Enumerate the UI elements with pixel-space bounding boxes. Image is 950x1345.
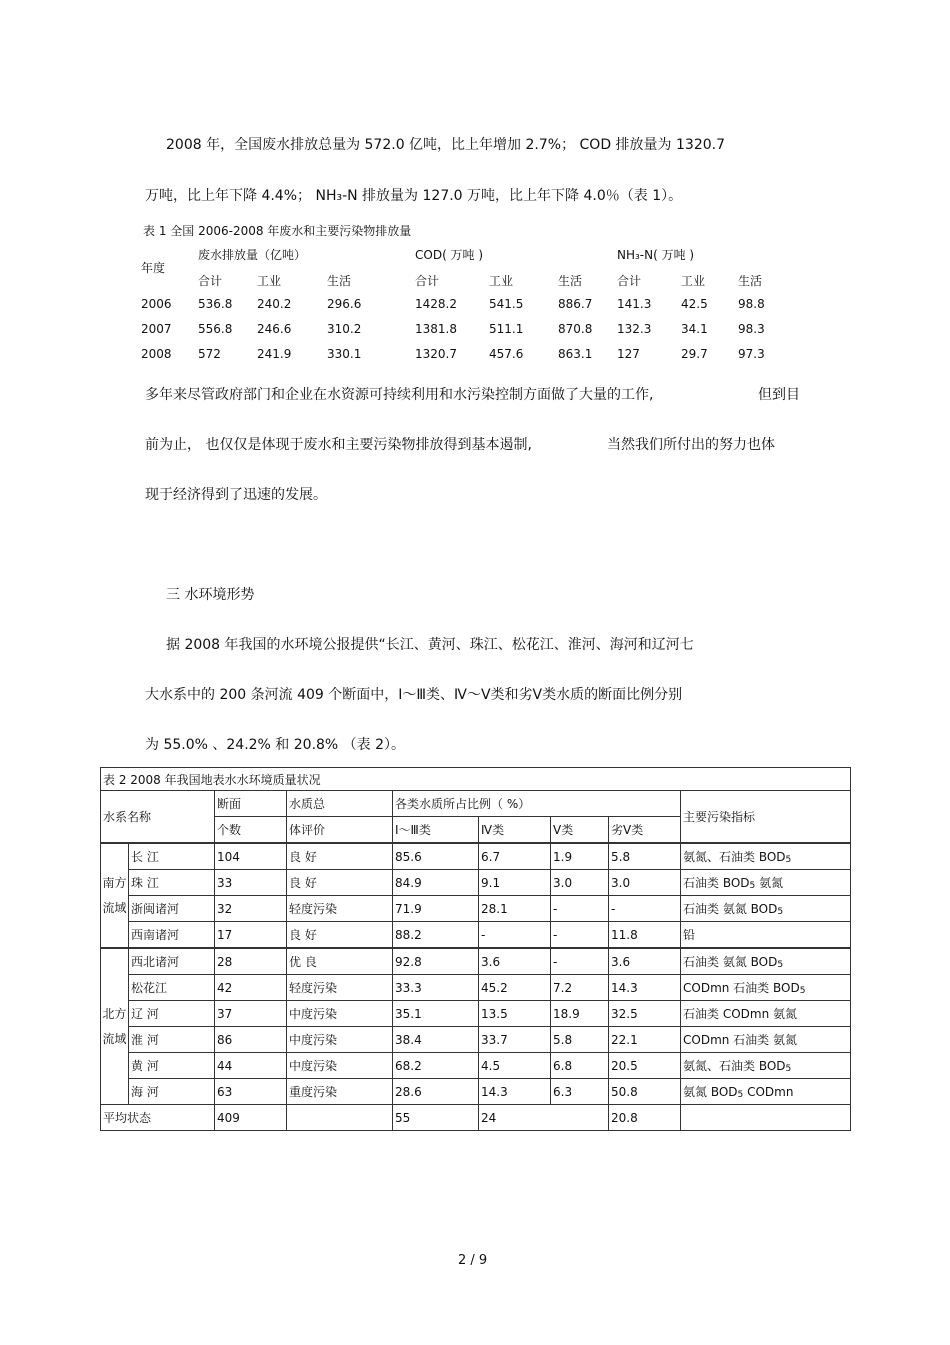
table-1-cell: 34.1 <box>681 322 708 336</box>
table-1-cell: 1381.8 <box>415 322 457 336</box>
table-2-pollutants <box>681 975 851 1001</box>
table-1-cell: 457.6 <box>489 347 524 361</box>
table-2-class-4: 13.5 <box>479 1001 551 1027</box>
table-2-class-5: 5.8 <box>551 1027 609 1053</box>
paragraph-1-line-1: 2008 年，全国废水排放总量为 572.0 亿吨，比上年增加 2.7%； COD 排放量为 1320.7 <box>166 137 725 153</box>
table-2-pollutants <box>681 870 851 896</box>
table-2-class-5: 3.0 <box>551 870 609 896</box>
subscript: 5 <box>737 1090 744 1100</box>
table-1-cell: 870.8 <box>558 322 593 336</box>
table-1-cell: 98.3 <box>738 322 765 336</box>
table-2-header-count-2: 个数 <box>215 817 287 844</box>
table-1-cell: 511.1 <box>489 322 524 336</box>
table-2-header-pollutant: 主要污染指标 <box>681 791 851 844</box>
table-1-group-nh3n: NH₃-N( 万吨 ) <box>617 248 695 262</box>
paragraph-2-line-1b: 但到目 <box>758 387 800 403</box>
paragraph-1-line-2: 万吨，比上年下降 4.4%； NH₃-N 排放量为 127.0 万吨，比上年下降 4.0％（表 1）。 <box>145 188 683 204</box>
table-1-cell: 556.8 <box>198 322 233 336</box>
pollutant-text: CODmn 石油类 氨氮 <box>683 1033 797 1047</box>
table-2-river-name: 松花江 <box>129 975 215 1001</box>
table-2-class-5: - <box>551 896 609 922</box>
table-2-pollutants <box>681 1001 851 1027</box>
table-2-class-1-3: 84.9 <box>393 870 479 896</box>
paragraph-3-line-3: 为 55.0% 、24.2% 和 20.8% （表 2）。 <box>145 737 406 753</box>
subscript: 5 <box>777 960 784 970</box>
table-2-class-worse-5: 14.3 <box>609 975 681 1001</box>
table-2-avg-class-1-3: 55 <box>393 1105 479 1131</box>
table-2-eval: 轻度污染 <box>287 896 393 922</box>
table-1-cell: 296.6 <box>327 297 362 311</box>
table-2-eval: 中度污染 <box>287 1027 393 1053</box>
table-2-pollutants <box>681 1027 851 1053</box>
table-2-class-4: 28.1 <box>479 896 551 922</box>
table-1-cell: 310.2 <box>327 322 362 336</box>
table-2-avg-class-worse-5: 20.8 <box>609 1105 681 1131</box>
paragraph-3-line-2: 大水系中的 200 条河流 409 个断面中，Ⅰ～Ⅲ类、Ⅳ～Ⅴ类和劣Ⅴ类水质的断面比例分别 <box>145 687 683 703</box>
table-1-subheader: 合计 <box>617 274 642 288</box>
table-2 <box>100 767 851 1131</box>
table-2-count: 33 <box>215 870 287 896</box>
table-2-class-4: 45.2 <box>479 975 551 1001</box>
table-1-cell: 863.1 <box>558 347 593 361</box>
table-1-subheader: 生活 <box>327 274 352 288</box>
table-1-caption: 表 1 全国 2006-2008 年废水和主要污染物排放量 <box>143 224 412 238</box>
table-1-cell: 42.5 <box>681 297 708 311</box>
table-2-class-4: 14.3 <box>479 1079 551 1105</box>
table-2-class-1-3: 28.6 <box>393 1079 479 1105</box>
paragraph-2-line-2b: 当然我们所付出的努力也体 <box>607 437 775 453</box>
table-2-header-count-1: 断面 <box>215 791 287 817</box>
table-2-class-4: 4.5 <box>479 1053 551 1079</box>
table-2-header-eval-2: 体评价 <box>287 817 393 844</box>
table-2-river-name: 西北诸河 <box>129 948 215 975</box>
pollutant-text: 石油类 CODmn 氨氮 <box>683 1007 797 1021</box>
table-2-class-5: - <box>551 922 609 949</box>
table-1-cell: 29.7 <box>681 347 708 361</box>
pollutant-text: 氨氮 BOD <box>683 1085 738 1099</box>
table-2-eval: 中度污染 <box>287 1001 393 1027</box>
table-2-class-5: 6.3 <box>551 1079 609 1105</box>
table-2-pollutants <box>681 896 851 922</box>
table-2-pollutants <box>681 1079 851 1105</box>
subscript: 5 <box>785 1064 792 1074</box>
table-1-cell: 246.6 <box>257 322 292 336</box>
table-2-class-4: 3.6 <box>479 948 551 975</box>
pollutant-text: 石油类 BOD <box>683 876 750 890</box>
table-2-avg-eval <box>287 1105 393 1131</box>
table-2-class-worse-5: 5.8 <box>609 843 681 870</box>
table-2-class-4: 6.7 <box>479 843 551 870</box>
table-2-count: 44 <box>215 1053 287 1079</box>
table-2-class-1-3: 92.8 <box>393 948 479 975</box>
table-2-river-name: 辽 河 <box>129 1001 215 1027</box>
table-1-cell: 1428.2 <box>415 297 457 311</box>
table-2-class-worse-5: 11.8 <box>609 922 681 949</box>
pollutant-text: 石油类 氨氮 BOD <box>683 955 778 969</box>
table-2-eval: 良 好 <box>287 870 393 896</box>
table-1-group-cod: COD( 万吨 ) <box>415 248 484 262</box>
table-2-caption: 表 2 2008 年我国地表水水环境质量状况 <box>101 768 851 791</box>
table-2-class-5: - <box>551 948 609 975</box>
subscript: 5 <box>749 881 756 891</box>
table-2-river-name: 珠 江 <box>129 870 215 896</box>
table-1-cell: 132.3 <box>617 322 652 336</box>
pollutant-text: 氨氮、石油类 BOD <box>683 1059 786 1073</box>
table-1-cell: 541.5 <box>489 297 524 311</box>
table-2-pollutants <box>681 948 851 975</box>
table-2-class-5: 1.9 <box>551 843 609 870</box>
south-basin-label: 南方流域 <box>101 843 129 948</box>
table-1-subheader: 工业 <box>681 274 706 288</box>
table-2-class-5: 18.9 <box>551 1001 609 1027</box>
table-2-avg-label: 平均状态 <box>101 1105 215 1131</box>
table-1-cell: 98.8 <box>738 297 765 311</box>
table-2-class-worse-5: 3.6 <box>609 948 681 975</box>
table-2-eval: 重度污染 <box>287 1079 393 1105</box>
table-1-year-header: 年度 <box>141 261 166 275</box>
table-2-pollutants <box>681 922 851 949</box>
table-2-class-5: 7.2 <box>551 975 609 1001</box>
table-2-class-1-3: 88.2 <box>393 922 479 949</box>
table-2-header-class-worse-5: 劣Ⅴ类 <box>609 817 681 844</box>
pollutant-text-after: 氨氮 <box>755 876 784 890</box>
table-1-cell: 141.3 <box>617 297 652 311</box>
paragraph-2-line-3: 现于经济得到了迅速的发展。 <box>145 487 327 503</box>
table-1-year: 2006 <box>141 297 172 311</box>
table-2-count: 17 <box>215 922 287 949</box>
table-2-class-worse-5: 3.0 <box>609 870 681 896</box>
table-2-header-class-4: Ⅳ类 <box>479 817 551 844</box>
table-1-cell: 572 <box>198 347 221 361</box>
table-1-year: 2007 <box>141 322 172 336</box>
table-2-class-worse-5: 50.8 <box>609 1079 681 1105</box>
table-2-class-1-3: 68.2 <box>393 1053 479 1079</box>
table-2-header-ratio: 各类水质所占比例（ %） <box>393 791 681 817</box>
table-2-class-1-3: 33.3 <box>393 975 479 1001</box>
table-2-class-worse-5: 32.5 <box>609 1001 681 1027</box>
table-2-river-name: 长 江 <box>129 843 215 870</box>
table-1-cell: 330.1 <box>327 347 362 361</box>
table-1-subheader: 合计 <box>415 274 440 288</box>
paragraph-2-line-1a: 多年来尽管政府部门和企业在水资源可持续利用和水污染控制方面做了大量的工作, <box>145 387 654 403</box>
table-1-cell: 1320.7 <box>415 347 457 361</box>
table-2-count: 32 <box>215 896 287 922</box>
section-heading: 三 水环境形势 <box>166 587 255 603</box>
table-2-header-name: 水系名称 <box>101 791 215 844</box>
table-2-class-4: - <box>479 922 551 949</box>
table-2-eval: 良 好 <box>287 922 393 949</box>
table-2-river-name: 海 河 <box>129 1079 215 1105</box>
subscript: 5 <box>799 986 806 996</box>
table-2-count: 37 <box>215 1001 287 1027</box>
table-2-eval: 优 良 <box>287 948 393 975</box>
table-1-subheader: 工业 <box>489 274 514 288</box>
table-2-river-name: 黄 河 <box>129 1053 215 1079</box>
table-2-eval: 中度污染 <box>287 1053 393 1079</box>
pollutant-text-after: CODmn <box>743 1085 794 1099</box>
table-1-cell: 97.3 <box>738 347 765 361</box>
table-2-pollutants <box>681 843 851 870</box>
table-2-header-class-1-3: Ⅰ～Ⅲ类 <box>393 817 479 844</box>
table-2-class-1-3: 38.4 <box>393 1027 479 1053</box>
table-2-count: 42 <box>215 975 287 1001</box>
subscript: 5 <box>785 855 792 865</box>
pollutant-text: 氨氮、石油类 BOD <box>683 850 786 864</box>
page-number: 2 / 9 <box>458 1253 488 1268</box>
table-2-eval: 轻度污染 <box>287 975 393 1001</box>
table-2-river-name: 西南诸河 <box>129 922 215 949</box>
table-2-pollutants <box>681 1053 851 1079</box>
pollutant-text: 石油类 氨氮 BOD <box>683 902 778 916</box>
table-1-cell: 886.7 <box>558 297 593 311</box>
table-1-subheader: 合计 <box>198 274 223 288</box>
table-2-river-name: 浙闽诸河 <box>129 896 215 922</box>
table-1-subheader: 生活 <box>738 274 763 288</box>
pollutant-text: CODmn 石油类 BOD <box>683 981 800 995</box>
table-1-cell: 240.2 <box>257 297 292 311</box>
table-2-header-class-5: Ⅴ类 <box>551 817 609 844</box>
table-2-class-1-3: 71.9 <box>393 896 479 922</box>
pollutant-text: 铅 <box>683 928 696 942</box>
table-2-class-1-3: 85.6 <box>393 843 479 870</box>
table-2-class-worse-5: - <box>609 896 681 922</box>
table-1-subheader: 工业 <box>257 274 282 288</box>
table-2-avg-pollutants <box>681 1105 851 1131</box>
table-2-class-4: 33.7 <box>479 1027 551 1053</box>
subscript: 5 <box>777 907 784 917</box>
table-1-group-wastewater: 废水排放量（亿吨） <box>198 248 307 262</box>
table-1-cell: 241.9 <box>257 347 292 361</box>
table-1-cell: 536.8 <box>198 297 233 311</box>
table-2-avg-count: 409 <box>215 1105 287 1131</box>
table-1-cell: 127 <box>617 347 640 361</box>
table-2-class-worse-5: 22.1 <box>609 1027 681 1053</box>
table-1 <box>0 0 950 380</box>
table-1-year: 2008 <box>141 347 172 361</box>
table-2-header-eval-1: 水质总 <box>287 791 393 817</box>
paragraph-2-line-2a: 前为止， 也仅仅是体现于废水和主要污染物排放得到基本遏制, <box>145 437 532 453</box>
table-2-class-worse-5: 20.5 <box>609 1053 681 1079</box>
table-1-subheader: 生活 <box>558 274 583 288</box>
north-basin-label: 北方流域 <box>101 948 129 1105</box>
table-2-class-5: 6.8 <box>551 1053 609 1079</box>
table-2-avg-class-4-5: 24 <box>479 1105 609 1131</box>
table-2-count: 63 <box>215 1079 287 1105</box>
table-2-count: 104 <box>215 843 287 870</box>
paragraph-3-line-1: 据 2008 年我国的水环境公报提供“长江、黄河、珠江、松花江、淮河、海河和辽河七 <box>166 637 694 653</box>
table-2-class-4: 9.1 <box>479 870 551 896</box>
table-2-count: 28 <box>215 948 287 975</box>
table-2-river-name: 淮 河 <box>129 1027 215 1053</box>
table-2-class-1-3: 35.1 <box>393 1001 479 1027</box>
table-2-eval: 良 好 <box>287 843 393 870</box>
table-2-count: 86 <box>215 1027 287 1053</box>
